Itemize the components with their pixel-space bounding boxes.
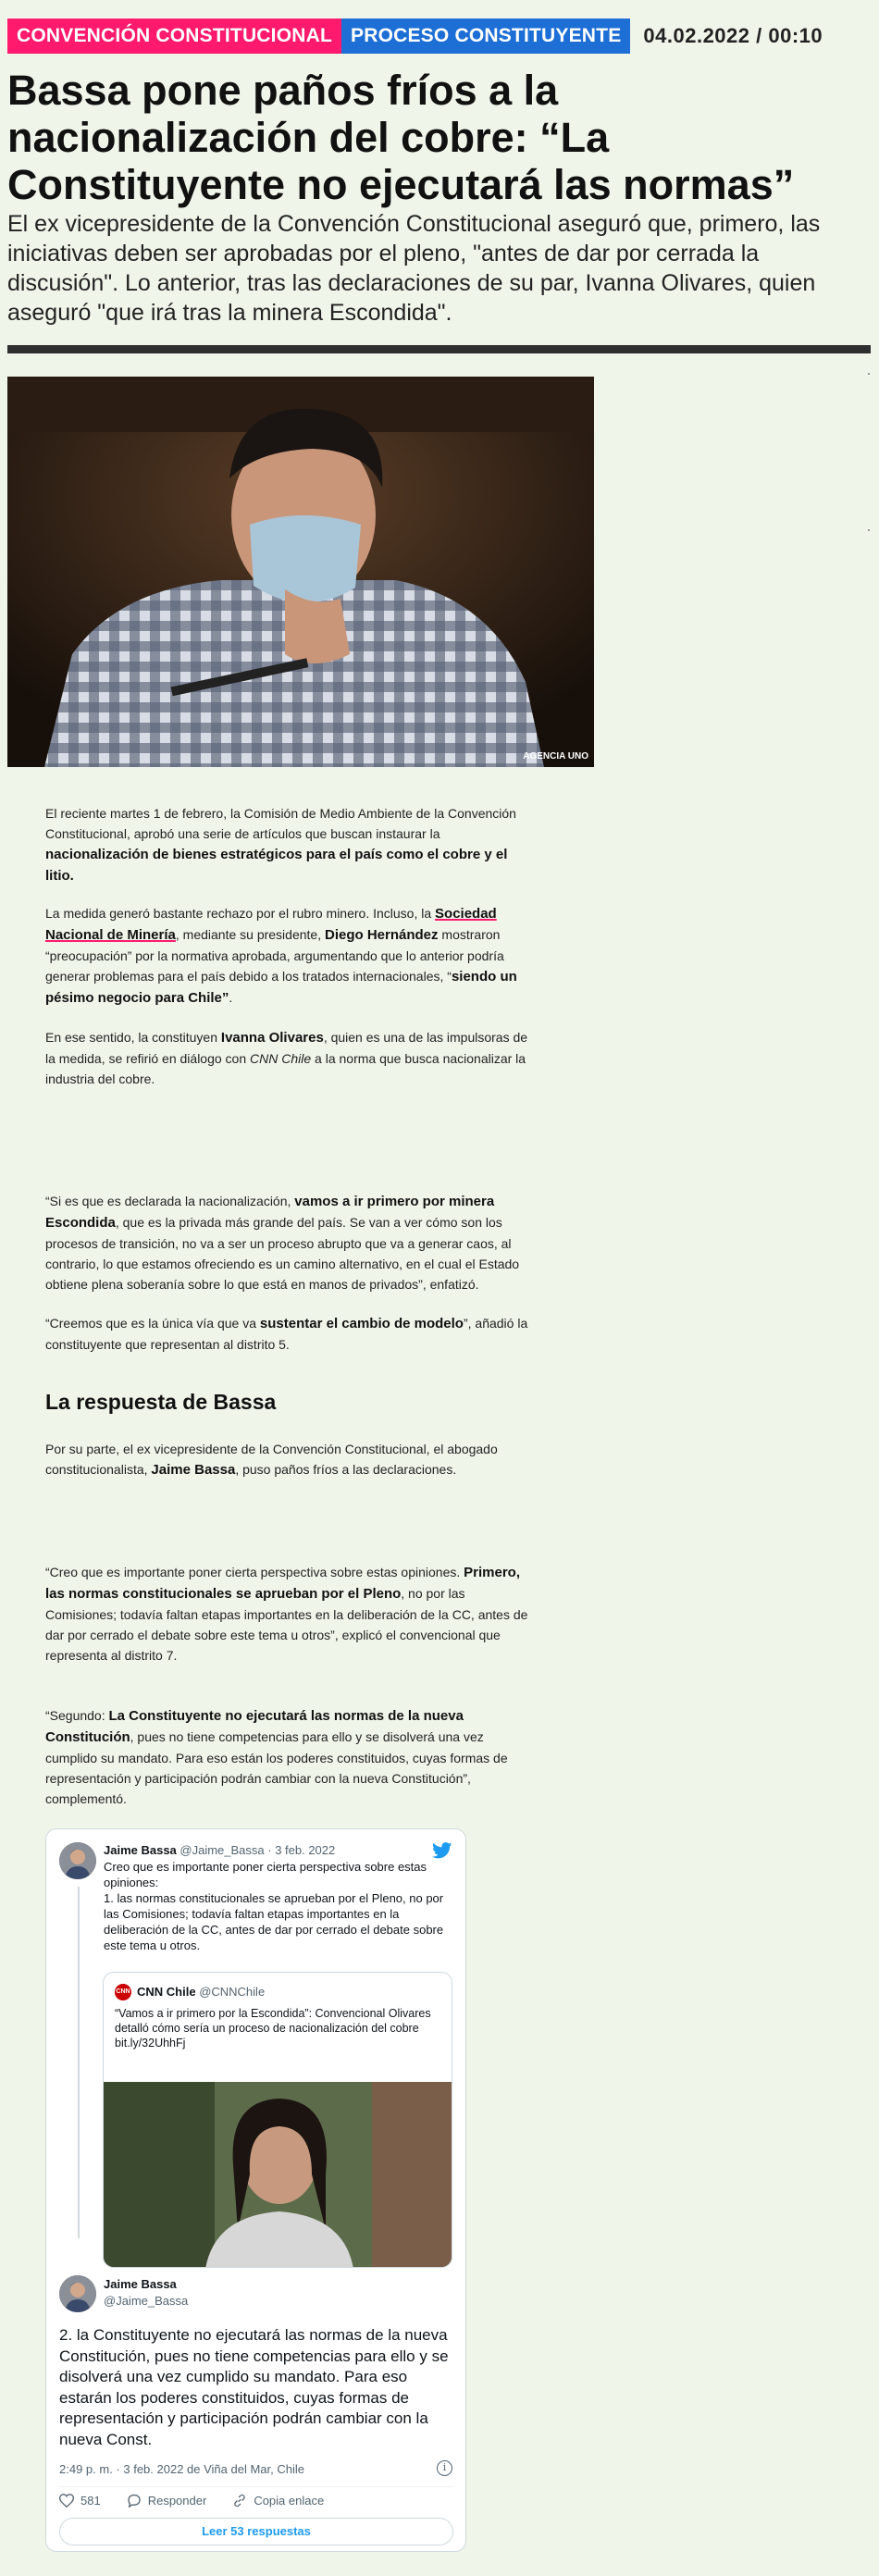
tweet-text-2: 2. la Constituyente no ejecutará las normas de la nueva Constitución, pues no tiene competencias para ello y se disolverá una vez cumplido su mandato. Para eso estarán los poderes constituidos, cuyas formas de representación y participación podrán cambiar con la nueva Const. — [59, 2326, 449, 2448]
read-replies-button[interactable]: Leer 53 respuestas — [59, 2518, 453, 2545]
tweet-author-2[interactable]: Jaime Bassa — [104, 2277, 177, 2291]
header-divider — [7, 345, 871, 353]
quote-image-illustration — [104, 2082, 452, 2268]
paragraph-3: En ese sentido, la constituyen Ivanna Olivares, quien es una de las impulsoras de la medida, se refirió en diálogo con CNN Chile a la norma que busca nacionalizar la industria del cobre. — [45, 1030, 528, 1086]
copy-link-button[interactable] — [232, 2494, 324, 2508]
tweet-handle-2[interactable]: @Jaime_Bassa — [104, 2294, 189, 2308]
avatar[interactable] — [59, 1842, 96, 1879]
tweet-timestamp[interactable]: 2:49 p. m. · 3 feb. 2022 de Viña del Mar, Chile — [59, 2462, 304, 2476]
paragraph-7: “Creo que es importante poner cierta perspectiva sobre estas opiniones. Primero, las normas constitucionales se aprueban por el Pleno, no por las Comisiones; todavía faltan etapas importantes en la deliberación de la CC, antes de dar por cerrado el debate sobre este tema u otros”, explicó el convencional que representa al distrito 7. — [45, 1565, 528, 1663]
quoted-tweet[interactable] — [103, 1972, 452, 2268]
tweet-text-1: Creo que es importante poner cierta perspectiva sobre estas opiniones: 1. las normas constitucionales se aprueban por el Pleno, no por las Comisiones; todavía faltan etapas importantes en la deliberación de la CC, antes de dar por cerrado el debate sobre este tema u otros. — [104, 1860, 444, 1952]
photo-illustration — [7, 377, 594, 767]
photo-credit: AGENCIA UNO — [523, 751, 588, 762]
tweet-handle-date: @Jaime_Bassa · 3 feb. 2022 — [180, 1843, 336, 1857]
like-button[interactable] — [59, 2494, 101, 2508]
section-tag[interactable]: CONVENCIÓN CONSTITUCIONAL — [7, 19, 341, 54]
avatar-image — [59, 1842, 96, 1879]
thread-connector — [78, 1887, 80, 2238]
reply-label: Responder — [147, 2494, 207, 2508]
topic-tag[interactable]: PROCESO CONSTITUYENTE — [341, 19, 630, 54]
publish-date: 04.02.2022 / 00:10 — [643, 24, 823, 47]
sonami-link[interactable]: Sociedad Nacional de Minería — [45, 906, 497, 943]
paragraph-8: “Segundo: La Constituyente no ejecutará las normas de la nueva Constitución, pues no tiene competencias para ello y se disolverá una vez cumplido su mandato. Para eso están los poderes constituidos, cuyas formas de representación y participación podrán cambiar con la nueva Constitución”, complementó. — [45, 1708, 508, 1806]
article-photo — [7, 377, 594, 767]
reply-button[interactable] — [127, 2494, 207, 2508]
quote-author[interactable]: CNN Chile @CNNChile — [137, 1985, 266, 1999]
tweet-divider — [59, 2486, 452, 2487]
reply-icon — [127, 2494, 142, 2508]
avatar-image — [59, 2275, 96, 2312]
paragraph-4: “Si es que es declarada la nacionalización, vamos a ir primero por minera Escondida, que es la privada más grande del país. Se van a ver cómo son los procesos de transición, no va a ser un proceso abrupto que va a generar caos, al contrario, lo que estamos ofreciendo es un camino alternativo, en el cual el Estado obtiene plena soberanía sobre lo que está en manos de privados”, enfatizó. — [45, 1194, 520, 1292]
heart-icon — [59, 2494, 74, 2508]
like-count: 581 — [80, 2494, 101, 2508]
decor-dot — [868, 529, 870, 531]
paragraph-6: Por su parte, el ex vicepresidente de la Convención Constitucional, el abogado constitucionalista, Jaime Bassa, puso paños fríos a las declaraciones. — [45, 1442, 498, 1478]
cnn-logo-icon: CNN — [115, 1984, 131, 2000]
article-tags — [7, 19, 823, 54]
copy-link-label: Copia enlace — [254, 2494, 325, 2508]
embedded-tweet[interactable] — [45, 1828, 466, 2552]
quote-image[interactable] — [104, 2082, 452, 2268]
twitter-bird-icon[interactable] — [432, 1842, 452, 1859]
article-headline: Bassa pone paños fríos a la nacionalización del cobre: “La Constituyente no ejecutará las normas” — [7, 67, 795, 208]
section-subhead: La respuesta de Bassa — [45, 1390, 277, 1414]
info-icon[interactable]: i — [437, 2460, 452, 2476]
paragraph-5: “Creemos que es la única vía que va sustentar el cambio de modelo”, añadió la constituyente que representan al distrito 5. — [45, 1316, 528, 1352]
paragraph-2: La medida generó bastante rechazo por el rubro minero. Incluso, la Sociedad Nacional de Minería, mediante su presidente, Diego Hernández mostraron “preocupación” por la normativa aprobada, argumentando que lo anterior podría generar problemas para el país debido a los tratados internacionales, “siendo un pésimo negocio para Chile”. — [45, 906, 517, 1006]
article-lede: El ex vicepresidente de la Convención Constitucional aseguró que, primero, las iniciativas deben ser aprobadas por el pleno, "antes de dar por cerrada la discusión". Lo anterior, tras las declaraciones de su par, Ivanna Olivares, quien aseguró "que irá tras la minera Escondida". — [7, 211, 821, 326]
tweet-actions — [59, 2494, 350, 2508]
paragraph-1: El reciente martes 1 de febrero, la Comisión de Medio Ambiente de la Convención Constitucional, aprobó una serie de artículos que buscan instaurar la nacionalización de bienes estratégicos para el país como el cobre y el litio. — [45, 806, 516, 884]
tweet-author[interactable]: Jaime Bassa @Jaime_Bassa · 3 feb. 2022 — [104, 1843, 336, 1857]
quote-text: “Vamos a ir primero por la Escondida”: Convencional Olivares detalló cómo sería un proceso de nacionalización del cobre bit.ly/32UhhFj — [115, 2007, 431, 2050]
link-icon — [232, 2494, 247, 2508]
decor-dot — [868, 373, 870, 375]
avatar[interactable] — [59, 2275, 96, 2312]
